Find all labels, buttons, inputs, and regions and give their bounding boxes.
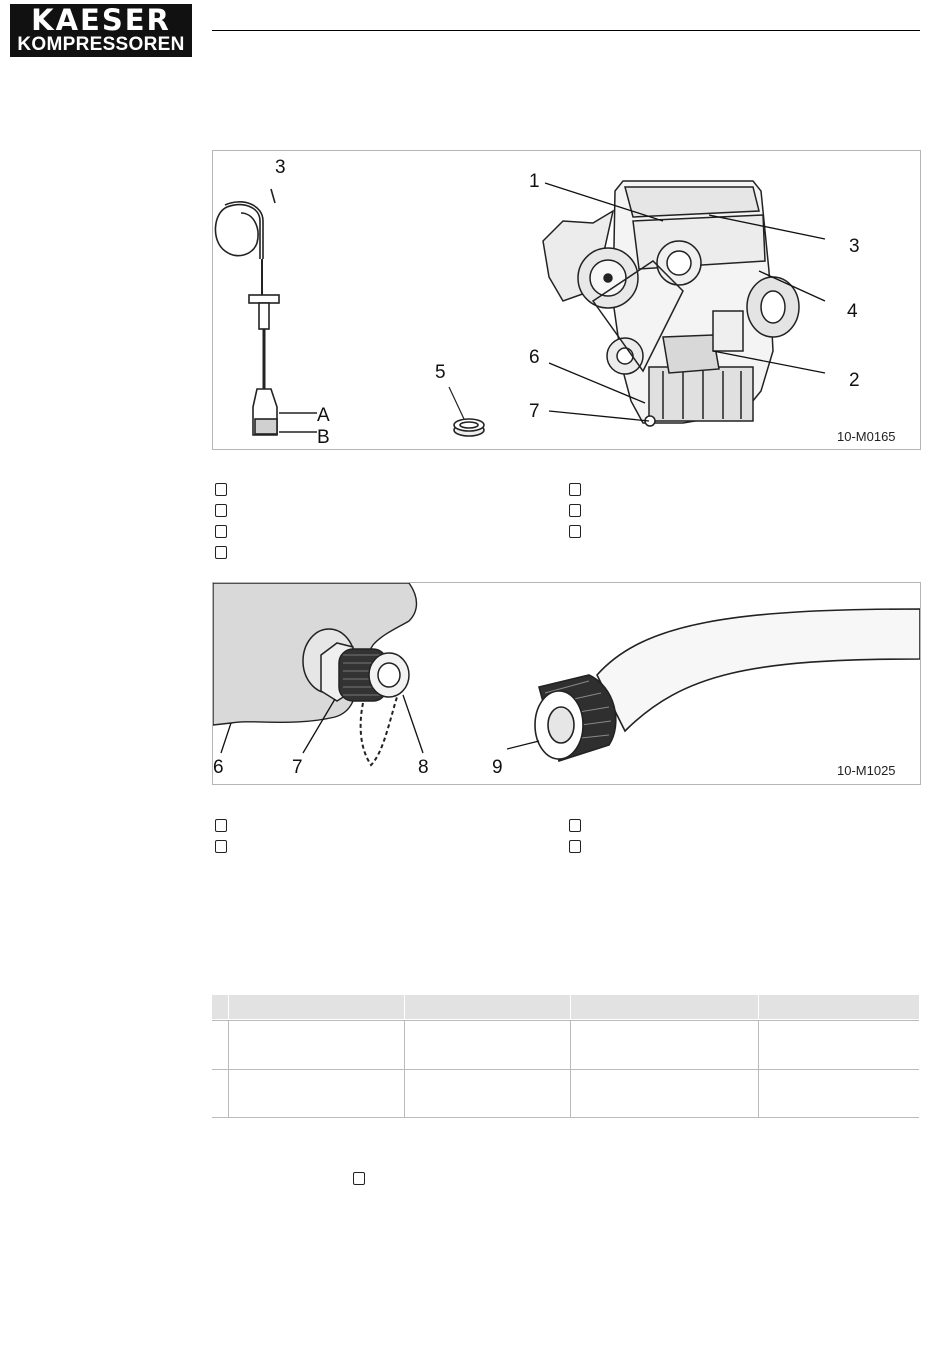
engine-oil-illustration xyxy=(213,151,920,449)
figure2-id: 10-M1025 xyxy=(837,763,896,778)
seal-ring-drawing xyxy=(449,387,484,436)
column-divider xyxy=(404,1020,405,1117)
row-divider xyxy=(212,1020,919,1021)
column-divider xyxy=(228,1020,229,1117)
diesel-engine-drawing xyxy=(543,181,799,426)
row-divider xyxy=(212,1069,919,1070)
callout-1: 1 xyxy=(529,171,540,192)
legend-checkbox xyxy=(215,483,227,496)
callout-9: 9 xyxy=(492,757,503,778)
legend-checkbox xyxy=(569,525,581,538)
legend-checkbox xyxy=(215,840,227,853)
legend-checkbox xyxy=(215,504,227,517)
column-divider xyxy=(228,995,229,1019)
callout-6: 6 xyxy=(213,757,224,778)
oil-dipstick-drawing xyxy=(215,189,317,435)
legend-checkbox xyxy=(569,483,581,496)
legend-checkbox xyxy=(569,819,581,832)
callout-5: 5 xyxy=(435,362,446,383)
legend-checkbox xyxy=(215,525,227,538)
step-checkbox xyxy=(353,1172,365,1185)
column-divider xyxy=(570,1020,571,1117)
figure1-id: 10-M0165 xyxy=(837,429,896,444)
callout-6: 6 xyxy=(529,347,540,368)
callout-3-engine: 3 xyxy=(849,236,860,257)
column-divider xyxy=(404,995,405,1019)
callout-7: 7 xyxy=(529,401,540,422)
legend-checkbox xyxy=(215,819,227,832)
drain-hose-drawing xyxy=(535,609,920,761)
legend-checkbox xyxy=(569,504,581,517)
callout-3-dipstick: 3 xyxy=(275,157,286,178)
logo-line-1: KAESER xyxy=(31,3,171,37)
header-rule xyxy=(212,30,920,31)
column-divider xyxy=(758,1020,759,1117)
oil-drain-illustration xyxy=(213,583,920,784)
legend-checkbox xyxy=(215,546,227,559)
callout-A: A xyxy=(317,405,330,426)
callout-B: B xyxy=(317,427,330,448)
logo-line-2: KOMPRESSOREN xyxy=(17,34,185,55)
callout-2: 2 xyxy=(849,370,860,391)
engine-oil-figure xyxy=(212,150,921,450)
column-divider xyxy=(758,995,759,1019)
legend-checkbox xyxy=(569,840,581,853)
oil-drain-figure xyxy=(212,582,921,785)
callout-4: 4 xyxy=(847,301,858,322)
callout-7: 7 xyxy=(292,757,303,778)
table-header xyxy=(212,995,919,1019)
column-divider xyxy=(570,995,571,1019)
row-divider xyxy=(212,1117,919,1118)
callout-8: 8 xyxy=(418,757,429,778)
kaeser-logo xyxy=(10,4,192,57)
